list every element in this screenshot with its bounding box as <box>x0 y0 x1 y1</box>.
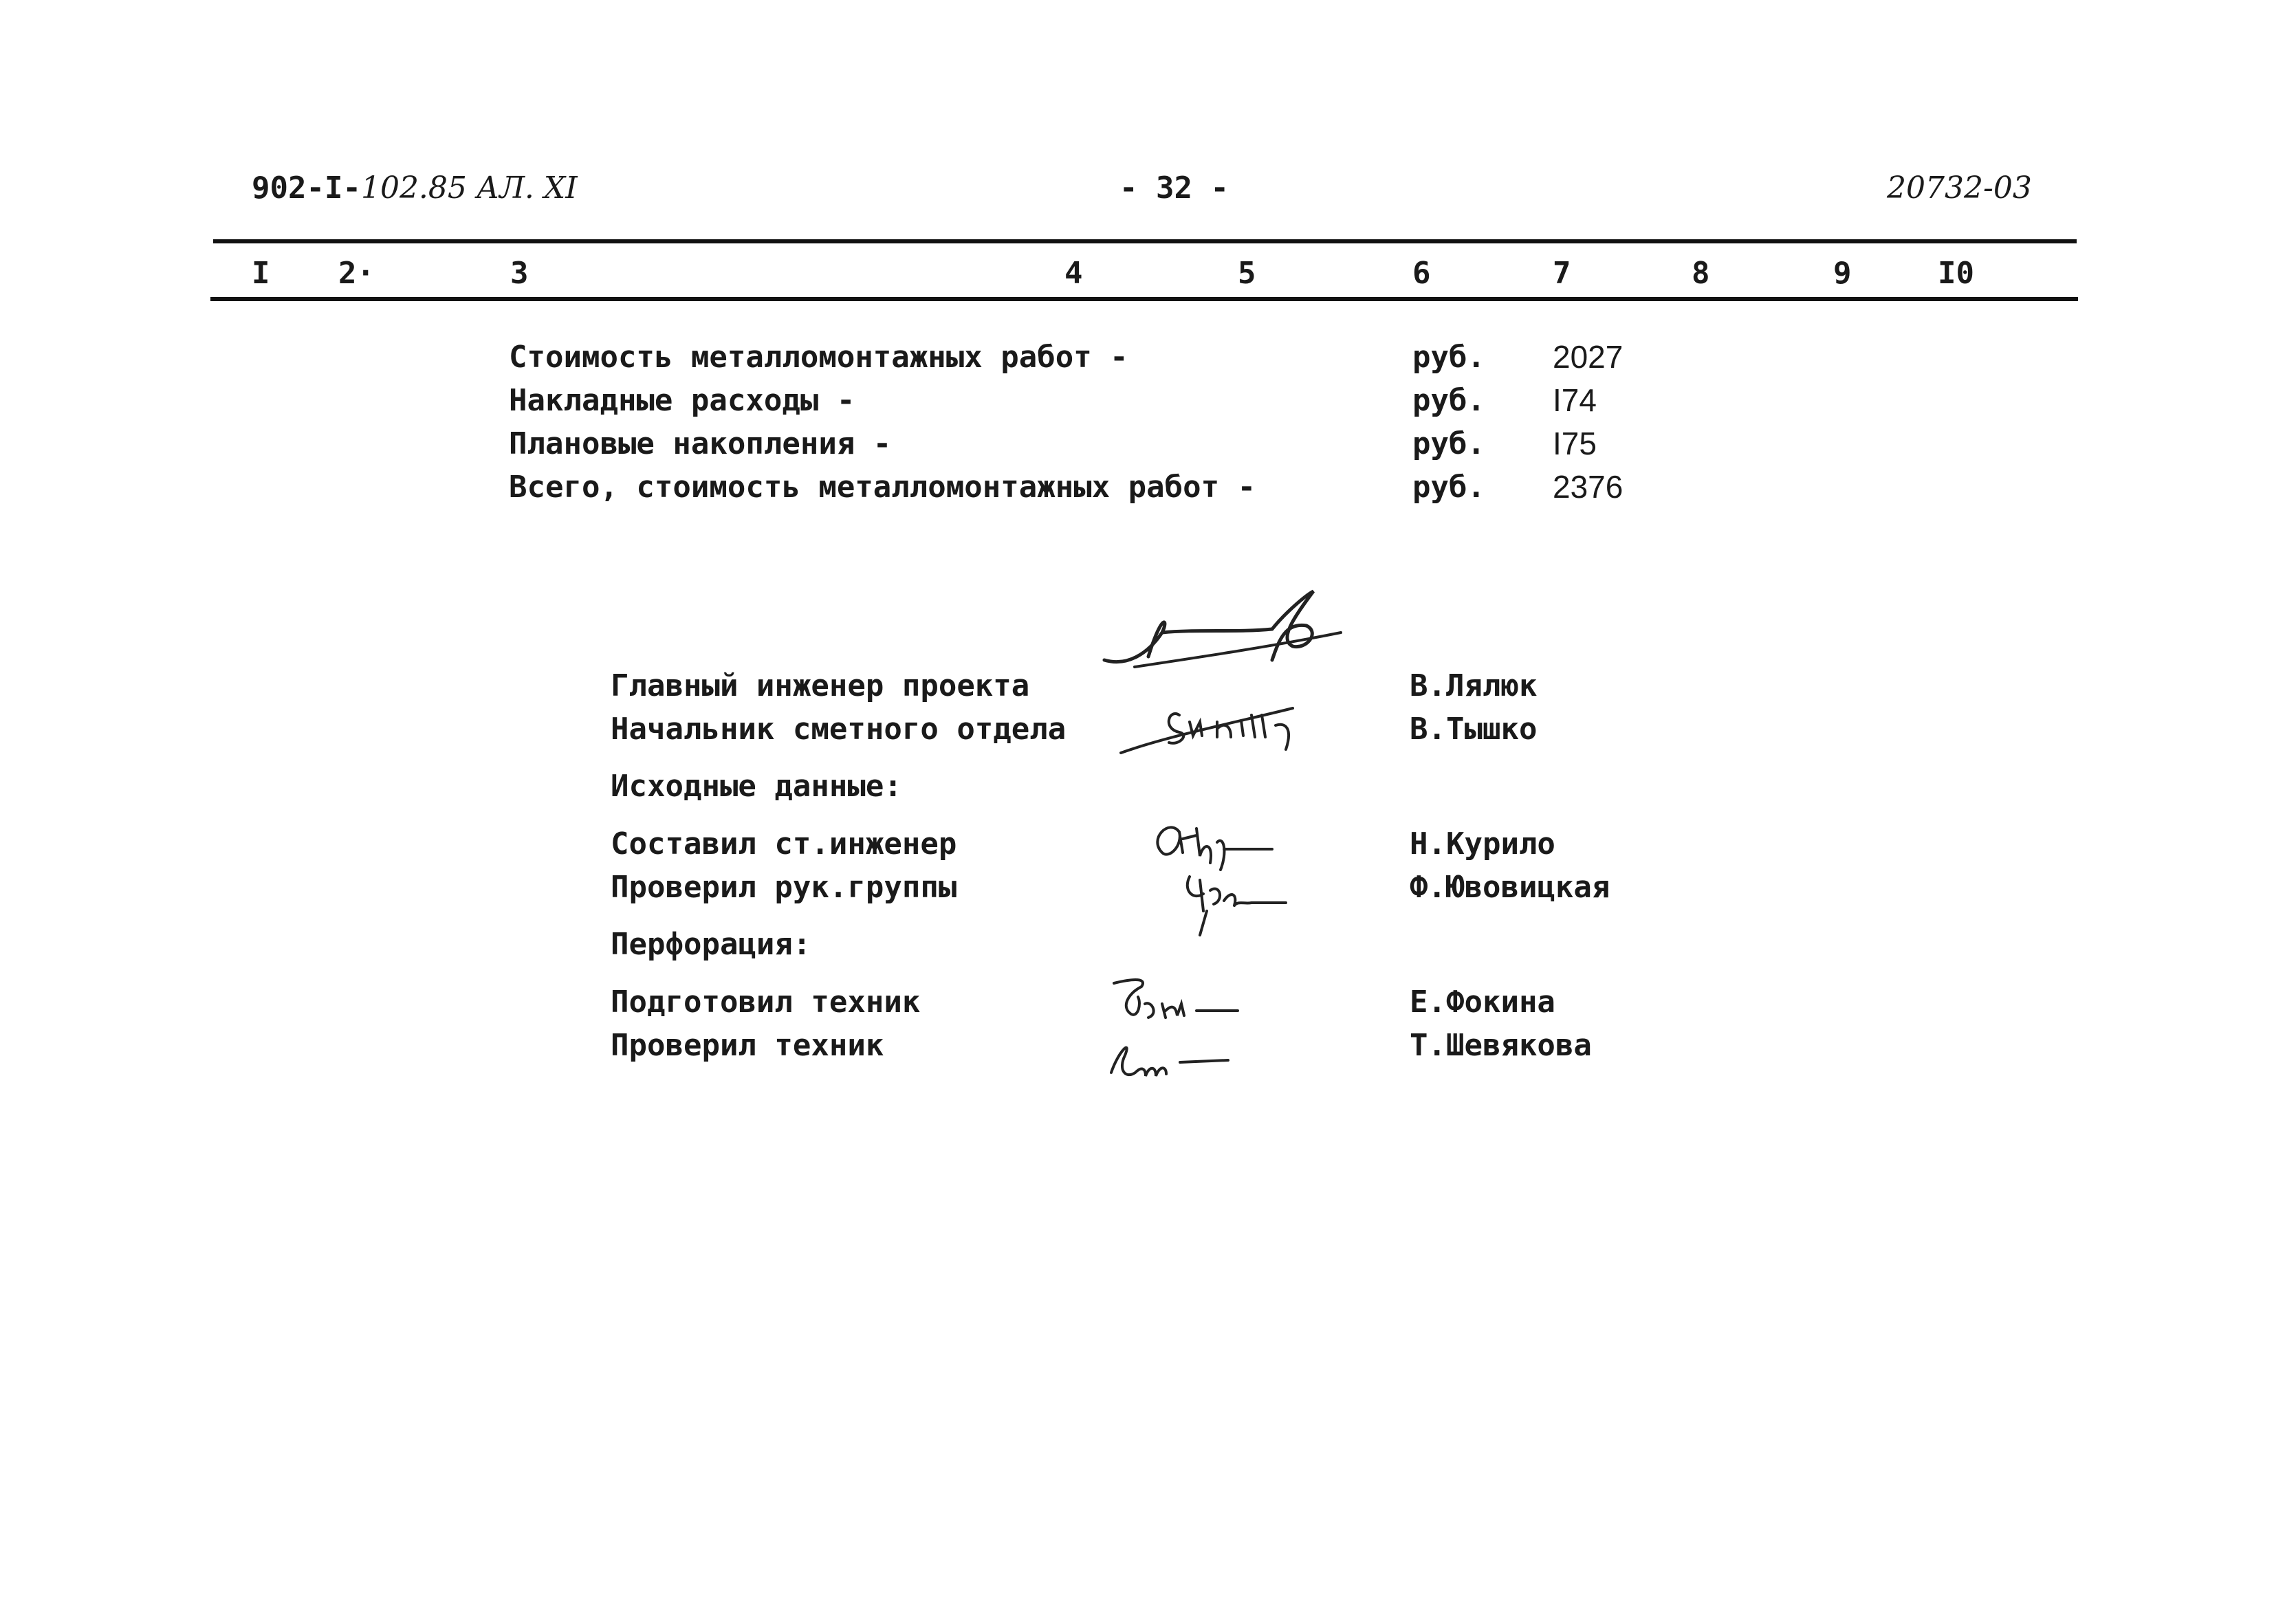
handwritten-signature <box>1114 694 1320 756</box>
cost-row-unit: руб. <box>1412 383 1485 418</box>
cost-row-value: I74 <box>1553 382 1597 418</box>
column-number: 3 <box>510 256 529 291</box>
signature-role-checked-group: Проверил рук.группы <box>611 870 957 905</box>
document-code <box>252 171 578 206</box>
cost-row-label: Накладные расходы - <box>509 383 855 418</box>
header-rule-bottom <box>210 297 2078 301</box>
cost-row-value: I75 <box>1553 426 1597 461</box>
cost-row-value: 2376 <box>1553 469 1623 505</box>
signature-role-checked-tech: Проверил техник <box>611 1028 884 1063</box>
column-number: I0 <box>1938 256 1974 291</box>
page-number: - 32 - <box>1119 171 1229 206</box>
cost-row-unit: руб. <box>1412 426 1485 461</box>
handwritten-signature <box>1100 973 1251 1028</box>
cost-row-label: Всего, стоимость металломонтажных работ - <box>509 470 1256 505</box>
column-number: I <box>252 256 270 291</box>
document-code-handwritten: 102.85 АЛ. XI <box>360 171 578 206</box>
column-number: 6 <box>1412 256 1431 291</box>
cost-row-value: 2027 <box>1553 339 1623 375</box>
column-number: 9 <box>1833 256 1852 291</box>
handwritten-signature <box>1100 591 1348 674</box>
column-number: 5 <box>1238 256 1256 291</box>
signature-name-chief-engineer: В.Лялюк <box>1410 668 1538 703</box>
inventory-number: 20732-03 <box>1887 171 2032 206</box>
signature-role-prepared: Подготовил техник <box>611 985 921 1020</box>
perforation-heading: Перфорация: <box>611 927 811 962</box>
cost-row-unit: руб. <box>1412 470 1485 505</box>
signature-name-checked-group: Ф.Ювовицкая <box>1410 870 1610 905</box>
header-rule-top <box>213 239 2077 243</box>
column-number: 7 <box>1553 256 1571 291</box>
column-number: 2· <box>338 256 375 291</box>
signature-name-compiled: Н.Курило <box>1410 826 1555 862</box>
signature-name-estimate-head: В.Тышко <box>1410 712 1538 747</box>
document-code-typed: 902-I- <box>252 171 361 206</box>
column-number: 4 <box>1064 256 1083 291</box>
cost-row-label: Плановые накопления - <box>509 426 892 461</box>
signature-name-prepared: Е.Фокина <box>1410 985 1555 1020</box>
cost-row-unit: руб. <box>1412 340 1485 375</box>
signature-role-compiled: Составил ст.инженер <box>611 826 957 862</box>
cost-row-label: Стоимость металломонтажных работ - <box>509 340 1128 375</box>
signature-role-chief-engineer: Главный инженер проекта <box>611 668 1030 703</box>
signature-role-estimate-head: Начальник сметного отдела <box>611 712 1067 747</box>
handwritten-signature <box>1169 863 1293 939</box>
column-number: 8 <box>1692 256 1710 291</box>
signature-name-checked-tech: Т.Шевякова <box>1410 1028 1592 1063</box>
source-data-heading: Исходные данные: <box>611 769 902 804</box>
handwritten-signature <box>1097 1031 1249 1086</box>
